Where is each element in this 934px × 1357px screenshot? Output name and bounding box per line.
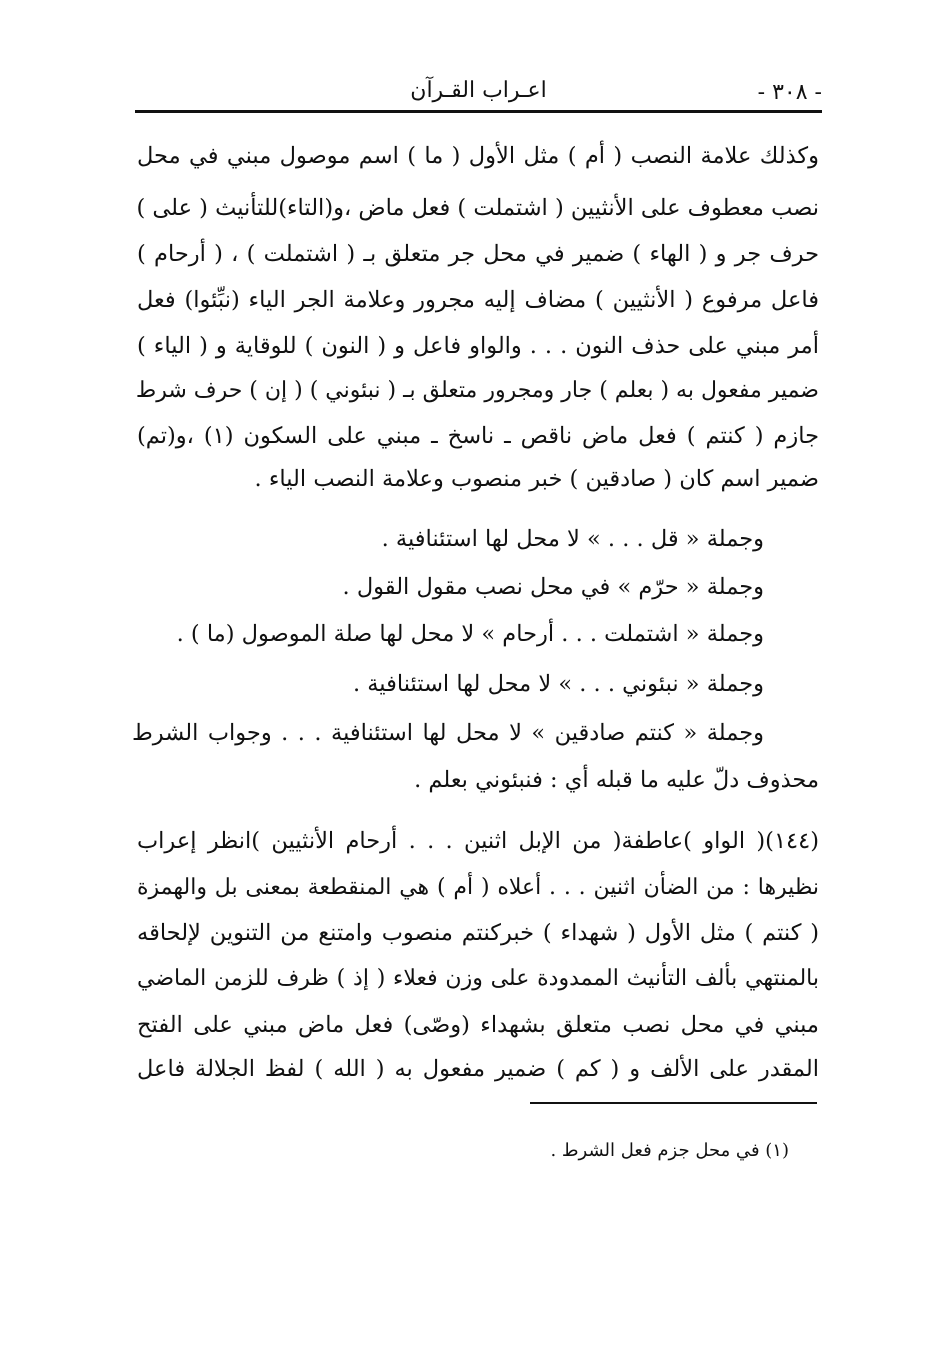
paragraph1-line: فاعل مرفوع ( الأنثيين ) مضاف إليه مجرور وعلامة الجر الياء (نبِّئوا) فعل [137,287,819,313]
page-number: - ٣٠٨ - [757,80,822,105]
paragraph1-line: نصب معطوف على الأنثيين ( اشتملت ) فعل ماض ،و(التاء)للتأنيث ( على ) [136,195,819,221]
paragraph2-line: مبني في محل نصب متعلق بشهداء (وصّى) فعل ماض مبني على الفتح [137,1012,819,1038]
paragraph1-line: حرف جر و ( الهاء ) ضمير في محل جر متعلق بـ ( اشتملت ) ، ( أرحام ) [137,241,819,267]
paragraph1-line: ضمير اسم كان ( صادقين ) خبر منصوب وعلامة النصب الياء . [254,466,819,492]
paragraph1-line: أمر مبني على حذف النون . . . والواو فاعل و ( النون ) للوقاية و ( الياء ) [137,333,819,359]
sentence-line: محذوف دلّ عليه ما قبله أي : فنبئوني بعلم . [414,767,819,793]
sentence-line: وجملة « حرّم » في محل نصب مقول القول . [342,574,764,600]
paragraph2-line: نظيرها : من الضأن اثنين . . . أعلاه ( أم ) هي المنقطعة بمعنى بل والهمزة [137,875,819,900]
paragraph1-line: جازم ( كنتم ) فعل ماض ناقص ـ ناسخ ـ مبني على السكون (١) ،و(تم) [137,423,819,449]
footnote-divider [530,1102,817,1104]
paragraph1-line: وكذلك علامة النصب ( أم ) مثل الأول ( ما ) اسم موصول مبني في محل [137,143,819,169]
page-header [135,70,822,113]
paragraph2-line: (١٤٤)( الواو )عاطفة( من الإبل اثنين . . . أرحام الأنثيين )انظر إعراب [137,828,819,854]
paragraph2-line: ( كنتم ) مثل الأول ( شهداء ) خبركنتم منصوب وامتنع من التنوين لإلحاقه [137,920,819,946]
paragraph2-line: بالمنتهي بألف التأنيث الممدودة على وزن فعلاء ( إذ ) ظرف للزمن الماضي [137,966,819,991]
sentence-line: وجملة « نبئوني . . . » لا محل لها استئنافية . [352,671,764,697]
book-title: اعـراب القـرآن [410,78,547,103]
sentence-line: وجملة « قل . . . » لا محل لها استئنافية . [381,526,764,552]
footnote: (١) في محل جزم فعل الشرط . [550,1140,789,1161]
sentence-line: وجملة « اشتملت . . . أرحام » لا محل لها صلة الموصول (ما ) . [176,621,764,647]
sentence-line: وجملة « كنتم صادقين » لا محل لها استئنافية . . . وجواب الشرط [132,720,765,746]
paragraph2-line: المقدر على الألف و ( كم ) ضمير مفعول به ( الله ) لفظ الجلالة فاعل [137,1056,819,1082]
paragraph1-line: ضمير مفعول به ( بعلم ) جار ومجرور متعلق بـ ( نبئوني ) ( إن ) حرف شرط [135,378,819,403]
